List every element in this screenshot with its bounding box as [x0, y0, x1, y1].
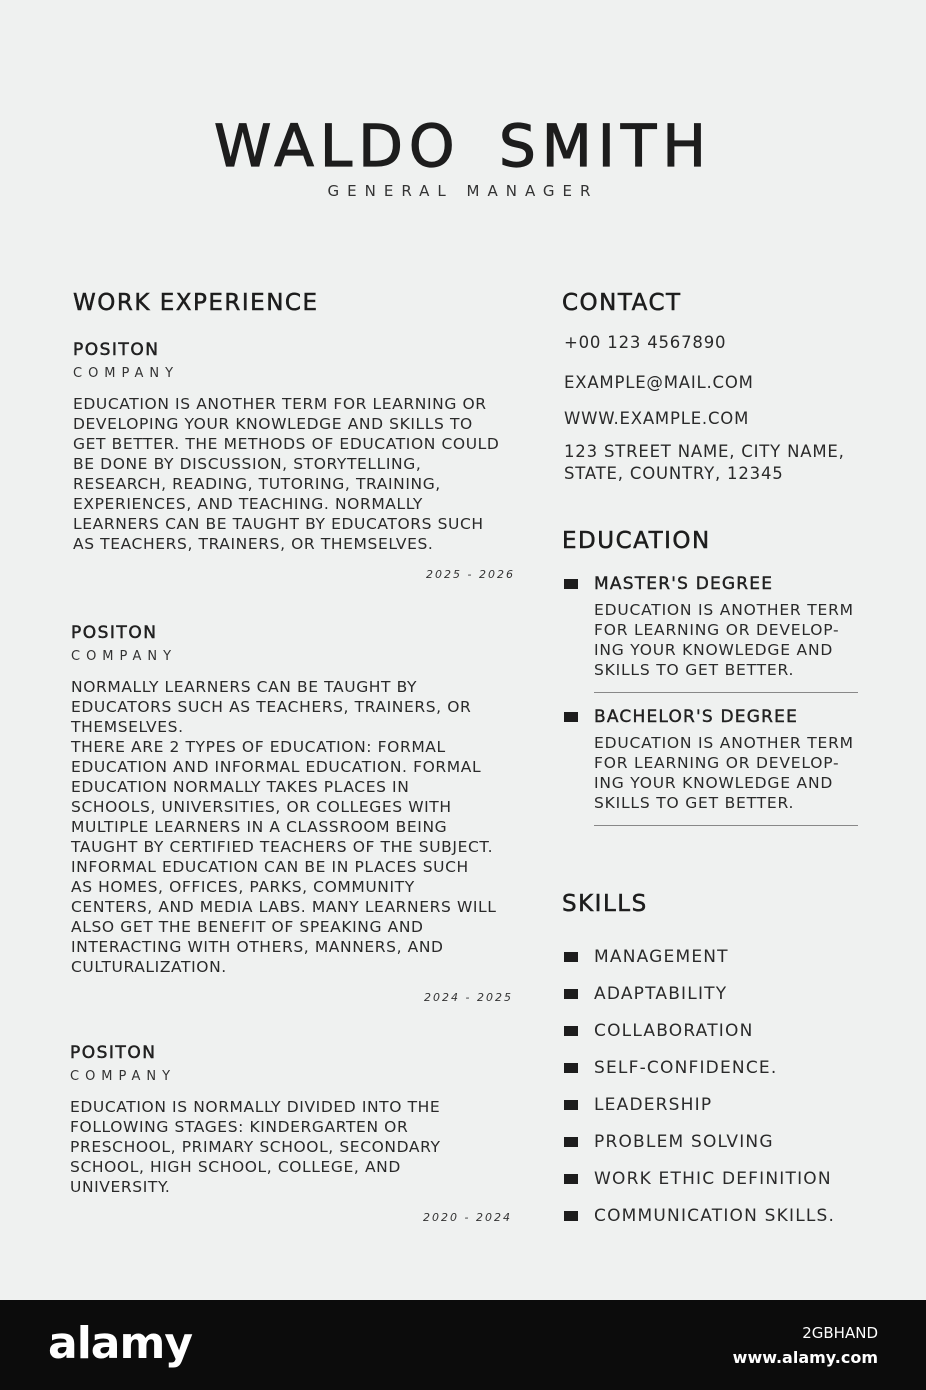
job-company: COMPANY [73, 366, 180, 381]
job-dates: 2024 - 2025 [424, 991, 513, 1004]
degree-name: MASTER'S DEGREE [594, 574, 774, 594]
job-entry-1 [73, 340, 523, 581]
alamy-logo: alamy [48, 1318, 192, 1369]
square-bullet-icon [564, 1174, 578, 1184]
job-description: EDUCATION IS ANOTHER TERM FOR LEARNING OR DEVELOPING YOUR KNOWLEDGE AND SKILLS TO GET BETTER. THE METHODS OF EDUCATION COULD BE DONE BY DISCUSSION, STORYTELLING, RESEARCH, READING, TUTORING, TRAINING, EXPERIENCES, AND TEACHING. NORMALLY LEARNERS CAN BE TAUGHT BY EDUCATORS SUCH AS TEACHERS, TRAINERS, OR THEMSELVES. [73, 395, 500, 553]
job-company: COMPANY [70, 1069, 177, 1084]
image-code: 2GBHAND [802, 1324, 878, 1342]
contact-address-line2: STATE, COUNTRY, 12345 [564, 464, 784, 483]
skill-item: COMMUNICATION SKILLS. [564, 1197, 864, 1234]
skills-heading: SKILLS [562, 891, 648, 917]
skill-item: LEADERSHIP [564, 1086, 864, 1123]
job-dates: 2020 - 2024 [423, 1211, 512, 1224]
stock-footer-bar [0, 1300, 926, 1390]
degree-description: EDUCATION IS ANOTHER TERM FOR LEARNING OR DEVELOP- ING YOUR KNOWLEDGE AND SKILLS TO GET BETTER. [594, 734, 854, 812]
education-entry-1 [564, 574, 858, 693]
contact-email: EXAMPLE@MAIL.COM [564, 373, 754, 392]
skill-item: COLLABORATION [564, 1012, 864, 1049]
contact-address-line1: 123 STREET NAME, CITY NAME, [564, 442, 845, 461]
footer-site-link[interactable]: www.alamy.com [732, 1348, 878, 1367]
contact-phone: +00 123 4567890 [564, 333, 727, 352]
square-bullet-icon [564, 1026, 578, 1036]
contact-heading: CONTACT [562, 290, 682, 316]
job-entry-2 [71, 623, 521, 1004]
skill-item: WORK ETHIC DEFINITION [564, 1160, 864, 1197]
candidate-name: WALDO SMITH [214, 112, 712, 180]
job-company: COMPANY [71, 649, 178, 664]
square-bullet-icon [564, 579, 578, 589]
square-bullet-icon [564, 989, 578, 999]
divider [594, 825, 858, 826]
skill-item: MANAGEMENT [564, 938, 864, 975]
job-entry-3 [70, 1043, 520, 1224]
job-title: GENERAL MANAGER [327, 182, 599, 200]
square-bullet-icon [564, 952, 578, 962]
job-description: NORMALLY LEARNERS CAN BE TAUGHT BY EDUCATORS SUCH AS TEACHERS, TRAINERS, OR THEMSELVES. THERE ARE 2 TYPES OF EDUCATION: FORMAL EDUCATION AND INFORMAL EDUCATION. FORMAL EDUCATION NORMALLY TAKES PLACES IN SCHOOLS, UNIVERSITIES, OR COLLEGES WITH MULTIPLE LEARNERS IN A CLASSROOM BEING TAUGHT BY CERTIFIED TEACHERS OF THE SUBJECT. INFORMAL EDUCATION CAN BE IN PLACES SUCH AS HOMES, OFFICES, PARKS, COMMUNITY CENTERS, AND MEDIA LABS. MANY LEARNERS WILL ALSO GET THE BENEFIT OF SPEAKING AND INTERACTING WITH OTHERS, MANNERS, AND CULTURALIZATION. [71, 678, 497, 976]
work-experience-heading: WORK EXPERIENCE [73, 290, 319, 316]
job-position: POSITON [71, 623, 158, 643]
degree-description: EDUCATION IS ANOTHER TERM FOR LEARNING OR DEVELOP- ING YOUR KNOWLEDGE AND SKILLS TO GET BETTER. [594, 601, 854, 679]
job-dates: 2025 - 2026 [426, 568, 515, 581]
contact-website: WWW.EXAMPLE.COM [564, 409, 750, 428]
skill-item: ADAPTABILITY [564, 975, 864, 1012]
square-bullet-icon [564, 1063, 578, 1073]
job-description: EDUCATION IS NORMALLY DIVIDED INTO THE FOLLOWING STAGES: KINDERGARTEN OR PRESCHOOL, PRIMARY SCHOOL, SECONDARY SCHOOL, HIGH SCHOOL, COLLEGE, AND UNIVERSITY. [70, 1098, 441, 1196]
square-bullet-icon [564, 1211, 578, 1221]
square-bullet-icon [564, 1137, 578, 1147]
job-position: POSITON [73, 340, 160, 360]
education-entry-2 [564, 707, 858, 826]
education-heading: EDUCATION [562, 528, 711, 554]
degree-name: BACHELOR'S DEGREE [594, 707, 799, 727]
skill-item: SELF-CONFIDENCE. [564, 1049, 864, 1086]
square-bullet-icon [564, 1100, 578, 1110]
skills-list [564, 938, 864, 1234]
square-bullet-icon [564, 712, 578, 722]
job-position: POSITON [70, 1043, 157, 1063]
divider [594, 692, 858, 693]
skill-item: PROBLEM SOLVING [564, 1123, 864, 1160]
